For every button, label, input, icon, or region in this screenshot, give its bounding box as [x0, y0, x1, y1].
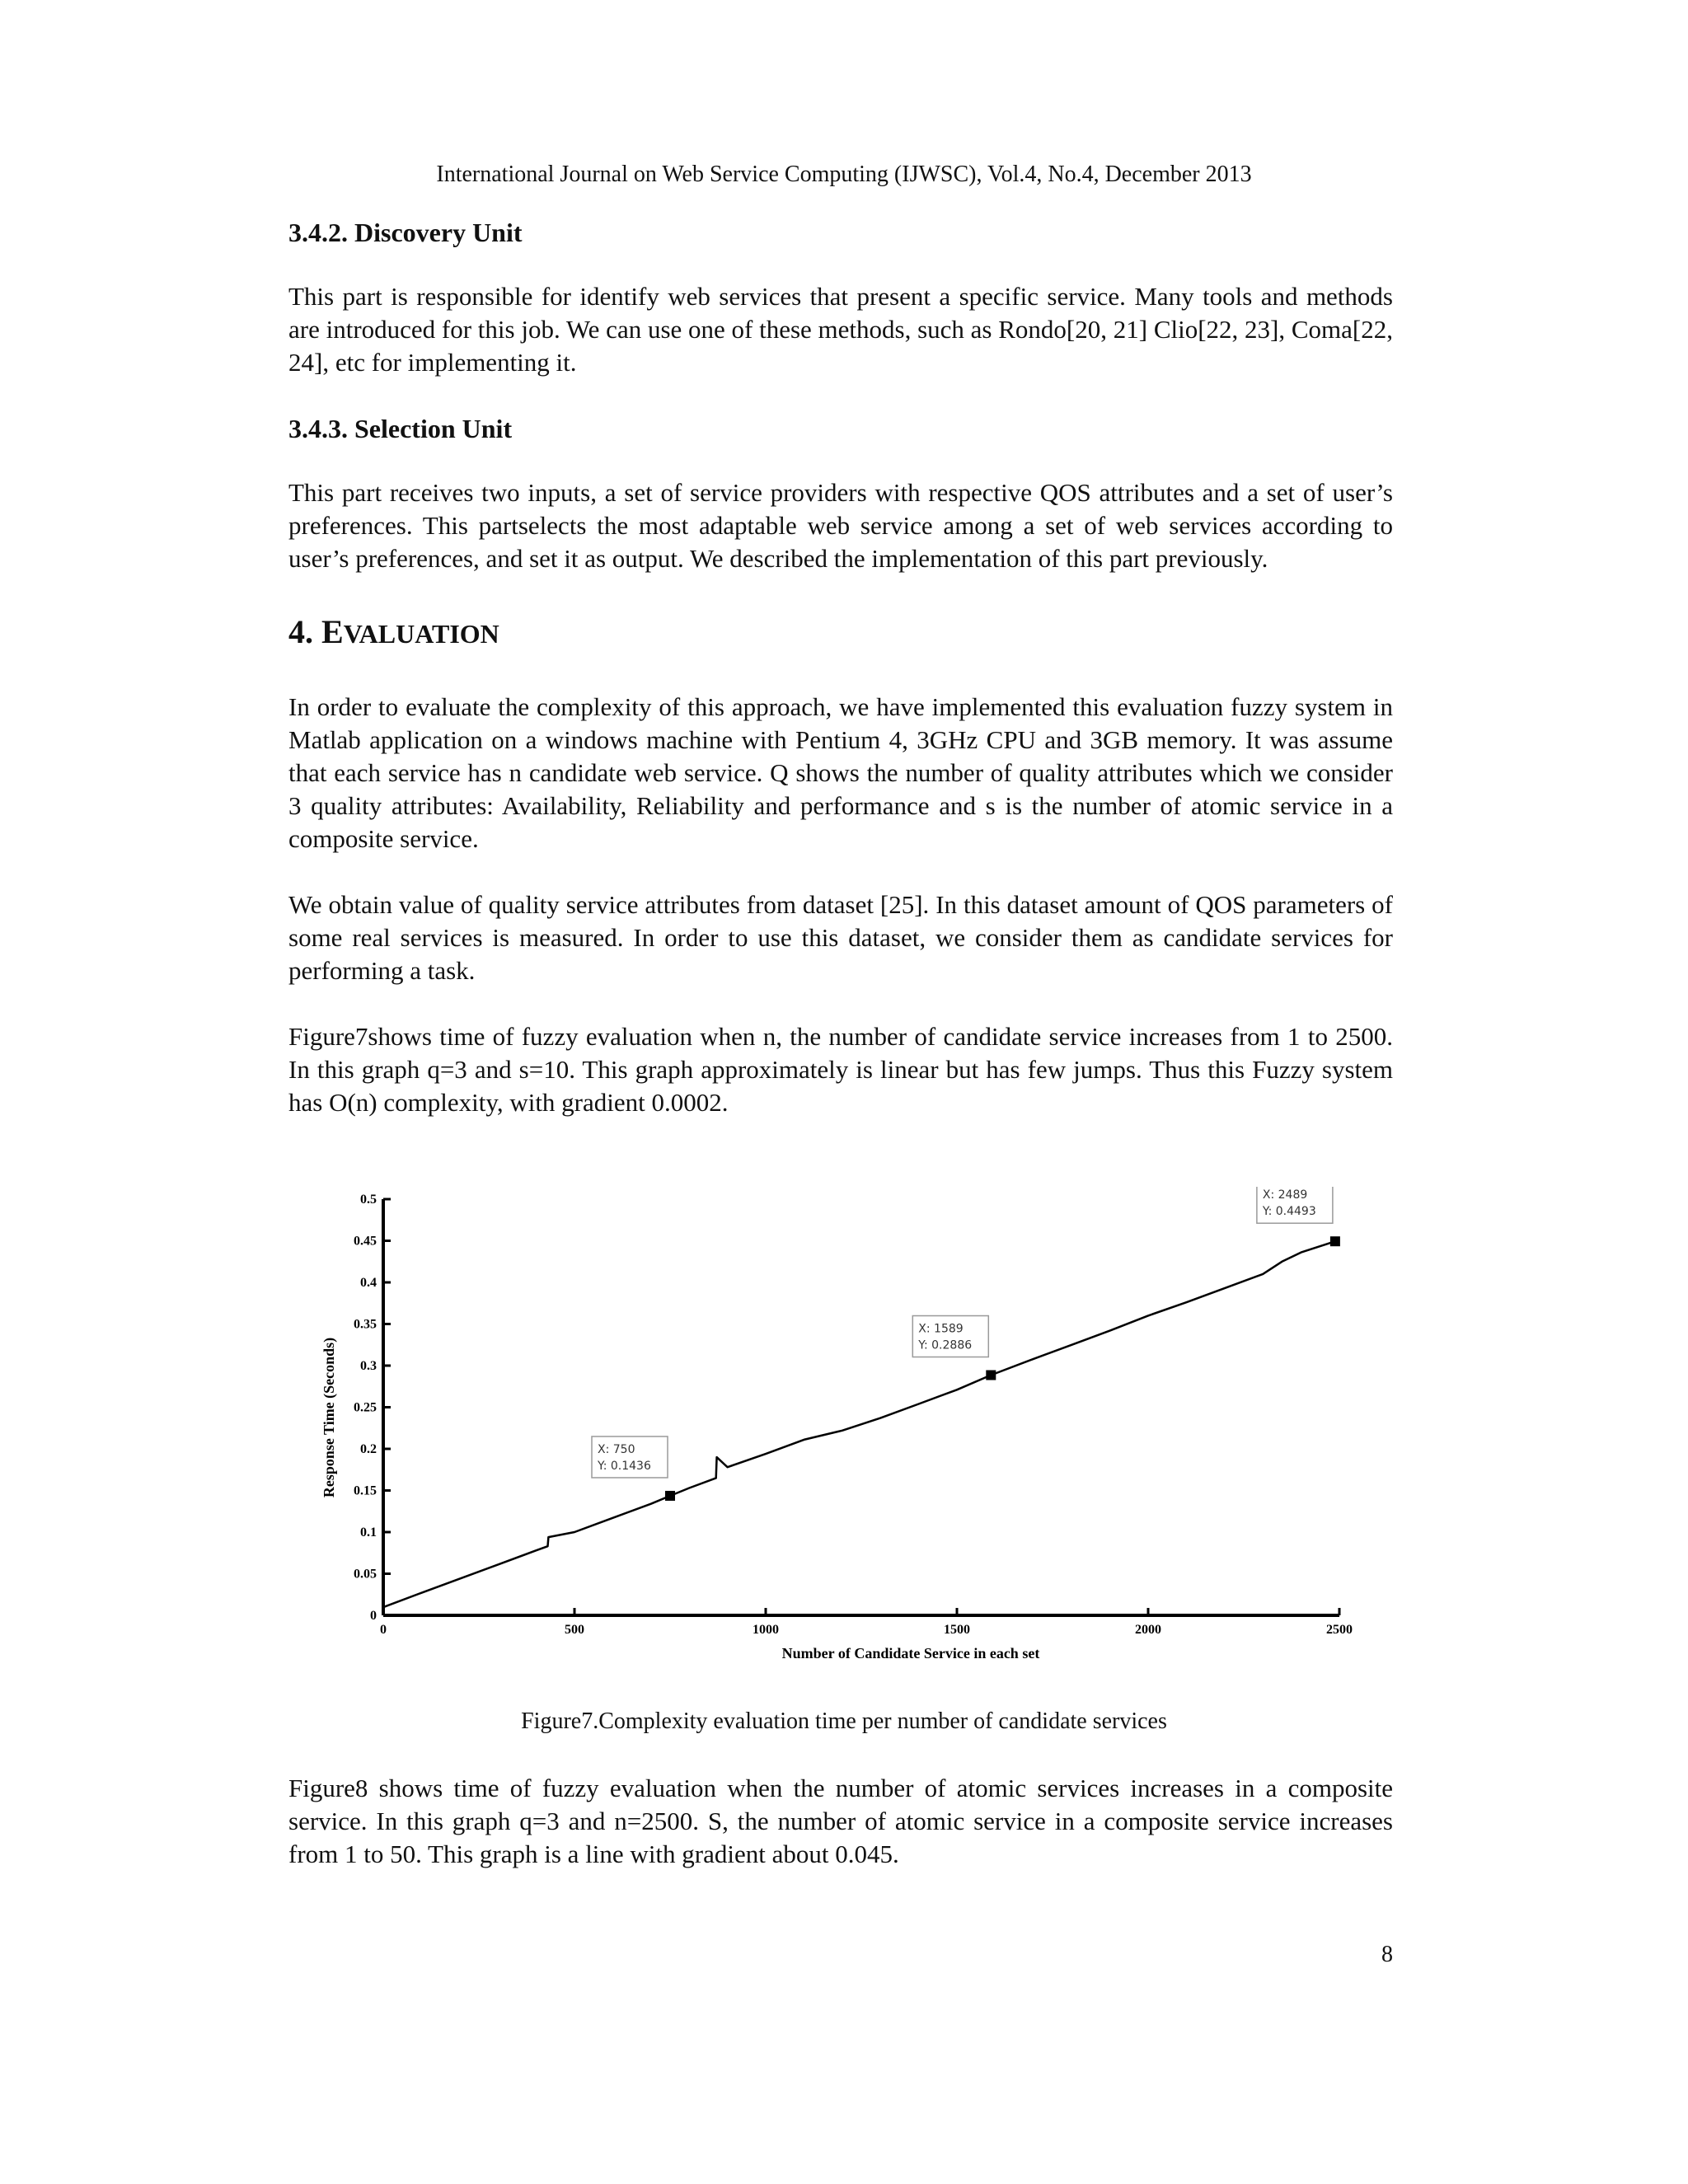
- heading-discovery-unit: 3.4.2. Discovery Unit: [288, 218, 523, 247]
- paragraph-selection: This part receives two inputs, a set of service providers with respective QOS attributes and a set of user’s preferences. This partselects the most adaptable web service among a set of web services according to user’s preferences, and set it as output. We described the implementation of this part previously.: [288, 478, 1393, 573]
- y-tick-label: 0.5: [360, 1193, 377, 1207]
- response-time-series-line: [384, 1241, 1335, 1607]
- y-tick-label: 0.2: [360, 1442, 377, 1456]
- heading-evaluation-num: 4. E: [288, 613, 344, 650]
- y-tick-label: 0.1: [360, 1526, 377, 1540]
- paragraph-figure8: Figure8 shows time of fuzzy evaluation when the number of atomic services increases in a composite service. In this graph q=3 and n=2500. S, the number of atomic service in a composite service increases from 1 to 50. This graph is a line with gradient about 0.045.: [288, 1774, 1393, 1868]
- response-time-chart: [305, 1187, 1376, 1681]
- page-number: 8: [1381, 1942, 1393, 1967]
- y-tick-label: 0.15: [354, 1483, 377, 1498]
- y-tick-label: 0: [370, 1609, 377, 1623]
- post-figure-text: [288, 1772, 1393, 1871]
- datatip-x-label: X: 2489: [1262, 1188, 1308, 1202]
- heading-selection-unit: 3.4.3. Selection Unit: [288, 414, 513, 443]
- paragraph-evaluation-3: Figure7shows time of fuzzy evaluation when n, the number of candidate service increases from 1 to 2500. In this graph q=3 and s=10. This graph approximately is linear but has few jumps. Thus this Fuzzy system has O(n) complexity, with gradient 0.0002.: [288, 1022, 1393, 1117]
- y-tick-label: 0.05: [354, 1567, 377, 1582]
- y-tick-label: 0.3: [360, 1359, 377, 1373]
- datatip-marker: [986, 1371, 996, 1380]
- datatip-marker: [1330, 1236, 1340, 1246]
- x-tick-label: 0: [380, 1623, 387, 1637]
- running-header: International Journal on Web Service Computing (IJWSC), Vol.4, No.4, December 2013: [436, 162, 1252, 187]
- y-tick-label: 0.45: [354, 1234, 377, 1249]
- datatip-x-label: X: 1589: [918, 1322, 964, 1336]
- datatip-marker: [665, 1491, 675, 1501]
- x-tick-label: 1500: [944, 1623, 970, 1637]
- x-axis-label: Number of Candidate Service in each set: [781, 1645, 1040, 1661]
- y-tick-label: 0.35: [354, 1317, 377, 1332]
- paragraph-evaluation-1: In order to evaluate the complexity of this approach, we have implemented this evaluation fuzzy system in Matlab application on a windows machine with Pentium 4, 3GHz CPU and 3GB memory. It was assume that each service has n candidate web service. Q shows the number of quality attributes which we consider 3 quality attributes: Availability, Reliability and performance and s is the number of atomic service in a composite service.: [288, 692, 1393, 853]
- datatip-y-label: Y: 0.1436: [598, 1459, 651, 1473]
- paragraph-discovery: This part is responsible for identify web services that present a specific service. Many tools and methods are introduced for this job. We can use one of these methods, such as Rondo[20, 21] Clio[22, 23], Coma[22, 24], etc for implementing it.: [288, 282, 1393, 377]
- figure-7: [305, 1187, 1376, 1681]
- datatip-y-label: Y: 0.4493: [1262, 1205, 1316, 1219]
- heading-evaluation-rest: VALUATION: [343, 619, 499, 649]
- x-tick-label: 1000: [753, 1623, 779, 1637]
- datatip-y-label: Y: 0.2886: [918, 1338, 973, 1352]
- x-tick-label: 2000: [1135, 1623, 1161, 1637]
- y-tick-label: 0.4: [360, 1276, 377, 1290]
- x-tick-label: 2500: [1326, 1623, 1353, 1637]
- figure-caption: Figure7.Complexity evaluation time per number of candidate services: [521, 1708, 1167, 1734]
- paragraph-evaluation-2: We obtain value of quality service attributes from dataset [25]. In this dataset amount of QOS parameters of some real services is measured. In order to use this dataset, we consider them as candidate services for performing a task.: [288, 890, 1393, 985]
- main-content: [288, 216, 1393, 1119]
- y-axis-label: Response Time (Seconds): [321, 1337, 337, 1498]
- heading-evaluation: [288, 612, 1393, 654]
- x-tick-label: 500: [565, 1623, 584, 1637]
- datatip-x-label: X: 750: [598, 1442, 635, 1456]
- y-tick-label: 0.25: [354, 1400, 377, 1415]
